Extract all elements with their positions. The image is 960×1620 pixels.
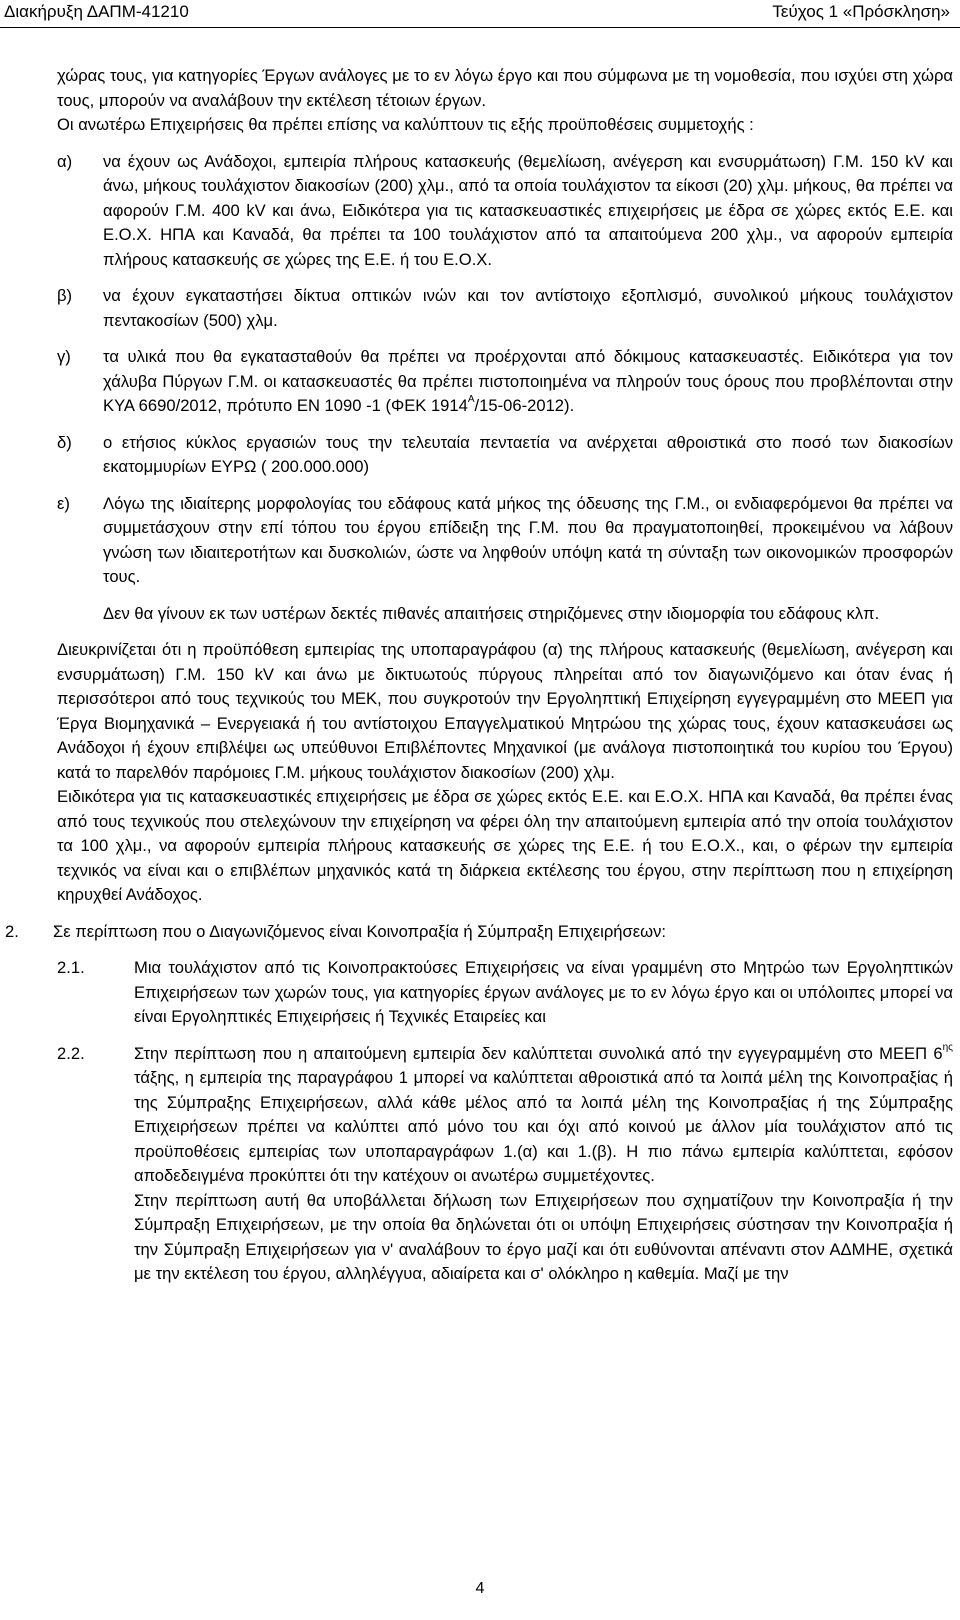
subsection [57, 956, 953, 1030]
section-number: 2. [5, 921, 19, 941]
section-heading: Σε περίπτωση που ο Διαγωνιζόμενος είναι Κοινοπραξία ή Σύμπραξη Επιχειρήσεων: [53, 921, 667, 941]
subsection-number: 2.2. [57, 1043, 85, 1063]
list-item [57, 345, 953, 419]
intro-paragraph: χώρας τους, για κατηγορίες Έργων ανάλογες με το εν λόγω έργο και που σύμφωνα με τη νομοθεσία, που ισχύει στη χώρα τους, μπορούν να αναλάβουν την εκτέλεση τέτοιων έργων. [57, 66, 953, 110]
item-text: Λόγω της ιδιαίτερης μορφολογίας του εδάφους κατά μήκος της όδευσης της Γ.Μ., οι ενδιαφερόμενοι θα πρέπει να συμμετάσχουν στην επί τόπου του έργου επίδειξη της Γ.Μ. που θα πραγματοποιηθεί, προκειμένου να λάβουν γνώση των ιδιαιτεροτήτων και δυσκολιών, ώστε να ληφθούν υπόψη κατά τη σύνταξη των οικονομικών προσφορών τους. [103, 493, 953, 586]
document-title: Διακήρυξη ΔΑΠΜ-41210 [4, 2, 189, 21]
item-text: τα υλικά που θα εγκατασταθούν θα πρέπει να προέρχονται από δόκιμους κατασκευαστές. Ειδικότερα για τον χάλυβα Πύργων Γ.Μ. οι κατασκευαστές θα πρέπει πιστοποιημένα να πληρούν τους όρους που προβλέπονται στην ΚΥΑ 6690/2012, πρότυπο ΕΝ 1090 -1 (ΦΕΚ $1914^A/15-06-2012$). [103, 347, 953, 415]
item-text: να έχουν εγκαταστήσει δίκτυα οπτικών ινών και τον αντίστοιχο εξοπλισμό, συνολικού μήκους τουλάχιστον πεντακοσίων (500) χλμ. [103, 286, 953, 330]
list-item [57, 284, 953, 333]
subsection-text: Στην περίπτωση που η απαιτούμενη εμπειρία δεν καλύπτεται συνολικά από την εγγεγραμμένη στο ΜΕΕΠ $6^{\eta\varsigma}$ τάξης, η εμπειρία της παραγράφου 1 μπορεί να καλύπτεται αθροιστικά από τα λοιπά μέλη της Κοινοπραξίας ή της Σύμπραξης Επιχειρήσεων, αλλά κάθε μέλος από τα λοιπά μέλη της Κοινοπραξίας ή της Σύμπραξης Επιχειρήσεων πρέπει να καλύπτει από μόνο του και όχι από κοινού με άλλον μία τουλάχιστον από τις προϋποθέσεις εμπειρίας των υποπαραγράφων 1.(α) και 1.(β). Η πιο πάνω εμπειρία καλύπτεται, εφόσον αποδεδειγμένα προκύπτει ότι την κατέχουν οι ανωτέρω συμμετέχοντες. [134, 1041, 953, 1185]
section-2 [5, 920, 953, 945]
intro-paragraph: Οι ανωτέρω Επιχειρήσεις θα πρέπει επίσης να καλύπτουν τις εξής προϋποθέσεις συμμετοχής : [57, 115, 754, 134]
page-number: 4 [475, 1580, 485, 1597]
list-item [57, 431, 953, 480]
page-header [0, 0, 960, 28]
clarification-paragraph: Διευκρινίζεται ότι η προϋπόθεση εμπειρίας της υποπαραγράφου (α) της πλήρους κατασκευής (θεμελίωση, ανέγερση και ενσυρμάτωση) Γ.Μ. 150 kV και άνω με δικτυωτούς πύργους πληρείται από τον διαγωνιζόμενο και όταν ένας ή περισσότεροι από τους τεχνικούς του ΜΕΚ, που συγκροτούν την Εργοληπτική Επιχείρηση εγγεγραμμένη στο ΜΕΕΠ για Έργα Βιομηχανικά – Ενεργειακά ή του αντίστοιχου Επαγγελματικού Μητρώου της χώρας τους, έχουν κατασκευάσει ως Ανάδοχοι ή έχουν επιβλέψει ως υπεύθυνοι Επιβλέποντες Μηχανικοί (με ανάλογα πιστοποιητικά του κυρίου του Έργου) κατά το παρελθόν παρόμοιες Γ.Μ. μήκους τουλάχιστον διακοσίων (200) χλμ. [57, 640, 953, 782]
volume-title: Τεύχος 1 «Πρόσκληση» [772, 2, 950, 21]
item-label: γ) [57, 347, 71, 366]
item-text: να έχουν ως Ανάδοχοι, εμπειρία πλήρους κατασκευής (θεμελίωση, ανέγερση και ενσυρμάτωση) Γ.Μ. 150 kV και άνω, μήκους τουλάχιστον διακοσίων (200) χλμ., από τα οποία τουλάχιστον τα είκοσι (20) χλμ. μήκους, θα πρέπει να αφορούν Γ.Μ. 400 kV και άνω, Ειδικότερα για τις κατασκευαστικές επιχειρήσεις με έδρα σε χώρες εκτός Ε.Ε. και Ε.Ο.Χ. ΗΠΑ και Καναδά, θα πρέπει τα 100 τουλάχιστον από τα απαιτούμενα 200 χλμ., να αφορούν εμπειρία πλήρους κατασκευής σε χώρες της Ε.Ε. ή του Ε.Ο.Χ. [103, 151, 953, 269]
subsection-note: Στην περίπτωση αυτή θα υποβάλλεται δήλωση των Επιχειρήσεων που σχηματίζουν την Κοινοπραξία ή την Σύμπραξη Επιχειρήσεων, με την οποία θα δηλώνεται ότι οι υπόψη Επιχειρήσεις σύστησαν την Κοινοπραξία ή την Σύμπραξη Επιχειρήσεων για ν' αναλάβουν το έργο μαζί και ότι ευθύνονται απέναντι στον ΑΔΜΗΕ, σχετικά με την εκτέλεση του έργου, αλληλέγγυα, αδιαίρετα και σ' ολόκληρο η καθεμία. Μαζί με την [134, 1190, 953, 1283]
item-label: β) [57, 286, 73, 305]
subsection [57, 1042, 953, 1287]
subsection-number: 2.1. [57, 958, 85, 977]
item-label: δ) [57, 432, 72, 452]
document-body [5, 64, 953, 1287]
list-item [57, 492, 953, 627]
item-note: Δεν θα γίνουν εκ των υστέρων δεκτές πιθανές απαιτήσεις στηριζόμενες στην ιδιομορφία του εδάφους κλπ. [103, 603, 880, 623]
item-label: ε) [57, 493, 70, 513]
item-text: ο ετήσιος κύκλος εργασιών τους την τελευταία πενταετία να ανέρχεται αθροιστικά στο ποσό των διακοσίων εκατομμυρίων ΕΥΡΩ ( 200.000.000) [103, 432, 953, 476]
list-item [57, 150, 953, 273]
specifics-paragraph: Ειδικότερα για τις κατασκευαστικές επιχειρήσεις με έδρα σε χώρες εκτός Ε.Ε. και Ε.Ο.Χ. ΗΠΑ και Καναδά, θα πρέπει ένας από τους τεχνικούς που στελεχώνουν την επιχείρηση να φέρει όλη την απαιτούμενη εμπειρία από την οποία τουλάχιστον τα 100 χλμ., να αφορούν εμπειρία πλήρους κατασκευής σε χώρες της Ε.Ε. ή του Ε.Ο.Χ., και, ο φέρων την εμπειρία τεχνικός να είναι και ο επιβλέπων μηχανικός κατά τη διάρκεια εκτέλεσης του έργου, στην περίπτωση που η επιχείρηση κηρυχθεί Ανάδοχος. [57, 787, 953, 904]
item-label: α) [57, 151, 73, 171]
subsection-text: Μια τουλάχιστον από τις Κοινοπρακτούσες Επιχειρήσεις να είναι γραμμένη στο Μητρώο των Εργοληπτικών Επιχειρήσεων των χωρών τους, για κατηγορίες έργων ανάλογες με το εν λόγω έργο και οι υπόλοιπες μπορεί να είναι Εργοληπτικές Επιχειρήσεις ή Τεχνικές Εταιρείες και [134, 958, 953, 1026]
